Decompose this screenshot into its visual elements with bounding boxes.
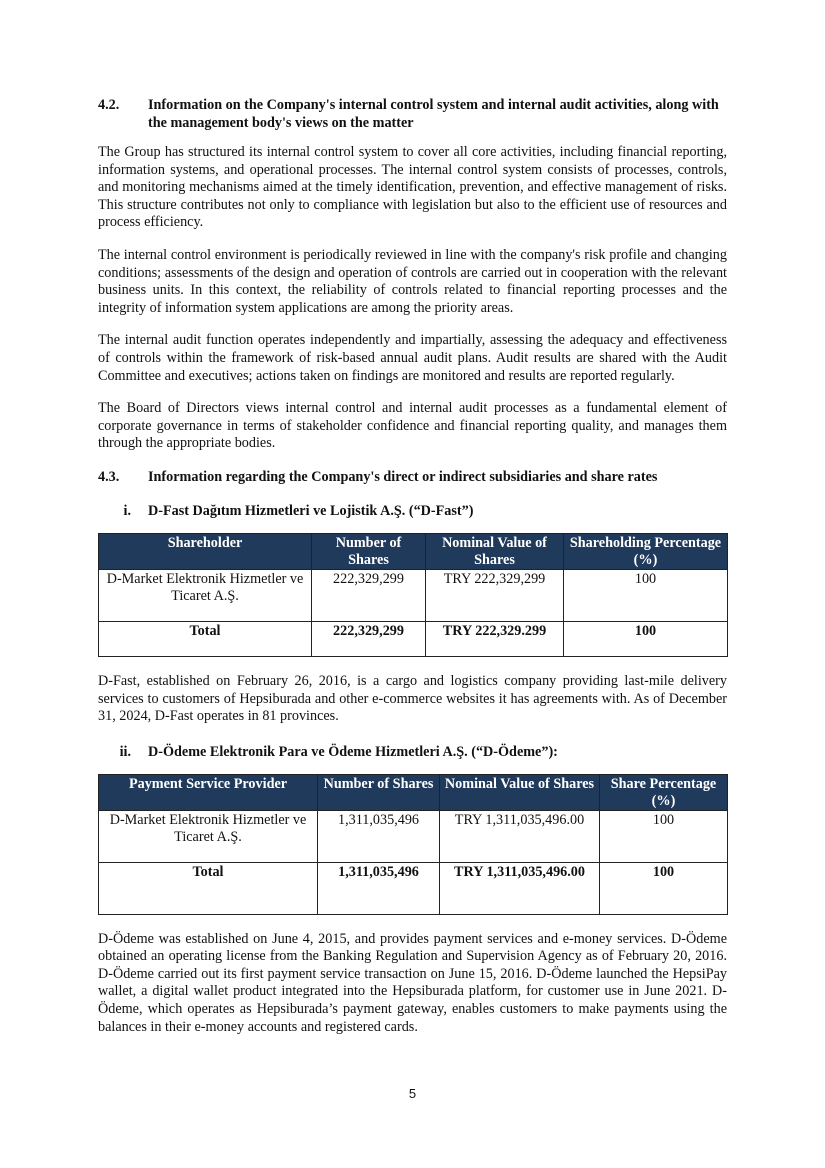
table-cell: 100: [600, 862, 728, 914]
table-cell: 100: [564, 621, 728, 656]
table-cell: TRY 222,329,299: [426, 569, 564, 621]
header-cell: Number of Shares: [318, 774, 440, 810]
subsection-number: i.: [123, 502, 131, 519]
subsection-heading-dodeme: [98, 743, 727, 761]
section-title: Information on the Company's internal control system and internal audit activities, along with the management body's views on the matter: [148, 97, 719, 131]
table-row: [99, 810, 728, 862]
paragraph: The internal audit function operates independently and impartially, assessing the adequacy and effectiveness of controls within the framework of risk-based annual audit plans. Audit results are shared with the Audit Committee and executives; actions taken on findings are monitored and results are reported regularly.: [98, 332, 727, 384]
header-cell: Payment Service Provider: [99, 774, 318, 810]
dfast-shareholding-table: [98, 533, 728, 657]
dodeme-shareholding-table: [98, 774, 728, 915]
header-cell: Shareholding Percentage (%): [564, 533, 728, 569]
table-cell: 100: [600, 810, 728, 862]
table-header-row: [99, 533, 728, 569]
table-cell: TRY 222,329.299: [426, 621, 564, 656]
table-row: [99, 569, 728, 621]
table-cell: TRY 1,311,035,496.00: [440, 810, 600, 862]
table-cell: 1,311,035,496: [318, 810, 440, 862]
section-number: 4.2.: [98, 97, 120, 113]
header-cell: Nominal Value of Shares: [440, 774, 600, 810]
table-cell: 222,329,299: [312, 569, 426, 621]
document-page: [98, 96, 727, 1051]
table-total-row: [99, 862, 728, 914]
table-cell: TRY 1,311,035,496.00: [440, 862, 600, 914]
subsection-title: D-Fast Dağıtım Hizmetleri ve Lojistik A.Ş. (“D-Fast”): [148, 502, 474, 519]
paragraph: The Group has structured its internal control system to cover all core activities, including financial reporting, information systems, and operational processes. The internal control system consists of processes, controls, and monitoring mechanisms aimed at the timely identification, prevention, and effective management of risks. This structure contributes not only to compliance with legislation but also to the efficient use of resources and process efficiency.: [98, 144, 727, 231]
table-cell: Total: [99, 621, 312, 656]
table-cell: Total: [99, 862, 318, 914]
page-number: 5: [408, 1086, 417, 1101]
subsection-number: ii.: [119, 743, 131, 760]
header-cell: Shareholder: [99, 533, 312, 569]
table-header-row: [99, 774, 728, 810]
paragraph: D-Ödeme was established on June 4, 2015, and provides payment services and e-money services. D-Ödeme obtained an operating license from the Banking Regulation and Supervision Agency as of February 20, 2016. D-Ödeme carried out its first payment service transaction on June 15, 2016. D-Ödeme launched the HepsiPay wallet, a digital wallet product integrated into the Hepsiburada platform, for customer use in June 2021. D-Ödeme, which operates as Hepsiburada’s payment gateway, enables customers to make payments using the balances in their e-money accounts and registered cards.: [98, 930, 727, 1035]
subsection-heading-dfast: [98, 502, 727, 520]
subsection-title: D-Ödeme Elektronik Para ve Ödeme Hizmetleri A.Ş. (“D-Ödeme”):: [148, 743, 558, 760]
table-cell: D-Market Elektronik Hizmetler ve Ticaret A.Ş.: [99, 569, 312, 621]
paragraph: The Board of Directors views internal control and internal audit processes as a fundamental element of corporate governance in terms of stakeholder confidence and financial reporting quality, and manages them through the appropriate bodies.: [98, 400, 727, 452]
section-number: 4.3.: [98, 468, 120, 485]
table-cell: D-Market Elektronik Hizmetler ve Ticaret A.Ş.: [99, 810, 318, 862]
table-total-row: [99, 621, 728, 656]
header-cell: Share Percentage (%): [600, 774, 728, 810]
paragraph: The internal control environment is periodically reviewed in line with the company's risk profile and changing conditions; assessments of the design and operation of controls are carried out in cooperation with the relevant business units. In this context, the reliability of controls related to financial reporting processes and the integrity of information system applications are among the priority areas.: [98, 246, 727, 316]
table-cell: 1,311,035,496: [318, 862, 440, 914]
header-cell: Nominal Value of Shares: [426, 533, 564, 569]
header-cell: Number of Shares: [312, 533, 426, 569]
section-heading-4-2: [98, 96, 727, 132]
table-cell: 222,329,299: [312, 621, 426, 656]
section-heading-4-3: [98, 468, 727, 486]
paragraph: D-Fast, established on February 26, 2016, is a cargo and logistics company providing last-mile delivery services to customers of Hepsiburada and other e-commerce websites it has agreements with. As of December 31, 2024, D-Fast operates in 81 provinces.: [98, 672, 727, 725]
table-cell: 100: [564, 569, 728, 621]
section-title: Information regarding the Company's direct or indirect subsidiaries and share rates: [148, 468, 658, 485]
